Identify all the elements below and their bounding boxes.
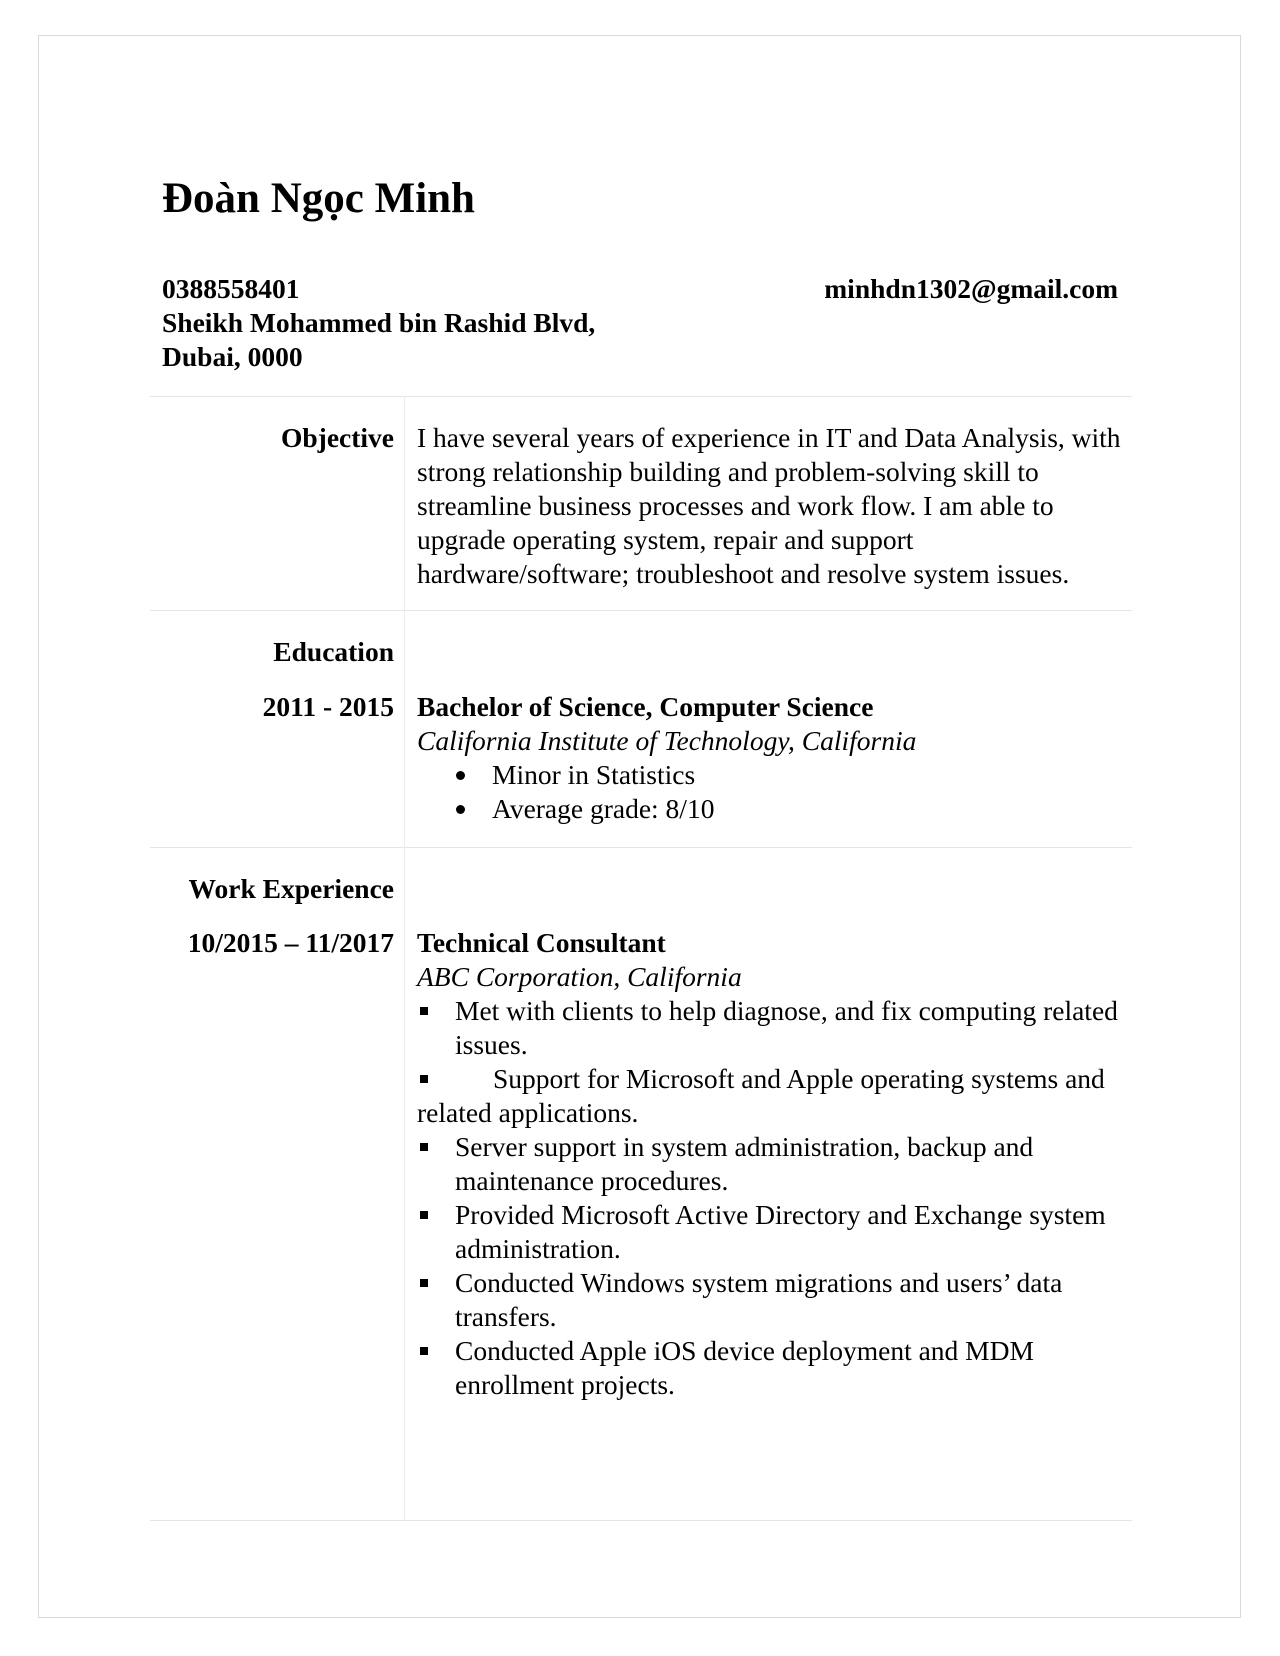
- resume-name: Đoàn Ngọc Minh: [162, 175, 475, 222]
- divider: [150, 610, 1132, 611]
- list-item: Average grade: 8/10: [417, 792, 1122, 826]
- list-item: Provided Microsoft Active Directory and Exchange system administration.: [417, 1198, 1122, 1266]
- list-item: Minor in Statistics: [417, 758, 1122, 792]
- list-item: Support for Microsoft and Apple operating systems and related applications.: [417, 1062, 1122, 1130]
- company-name: ABC Corporation, California: [417, 961, 742, 992]
- work-dates: 10/2015 – 11/2017: [187, 927, 394, 958]
- work-experience-heading: Work Experience: [188, 873, 394, 904]
- objective-text: I have several years of experience in IT and Data Analysis, with strong relationship building and problem-solving skill to streamline business processes and work flow. I am able to upgrade operating system, repair and support hardware/software; troubleshoot and resolve system issues.: [417, 422, 1121, 589]
- list-item: Conducted Apple iOS device deployment and MDM enrollment projects.: [417, 1334, 1122, 1402]
- objective-heading: Objective: [280, 422, 394, 453]
- school-name: California Institute of Technology, California: [417, 725, 917, 756]
- list-item: Conducted Windows system migrations and users’ data transfers.: [417, 1266, 1122, 1334]
- contact-block: [162, 272, 595, 374]
- email-address: minhdn1302@gmail.com: [824, 273, 1118, 304]
- objective-section: [417, 421, 1122, 591]
- education-bullets: [417, 758, 1122, 826]
- list-item: Met with clients to help diagnose, and fix computing related issues.: [417, 994, 1122, 1062]
- divider: [150, 396, 1132, 397]
- divider: [150, 1520, 1132, 1521]
- address-line-2: Dubai, 0000: [162, 341, 303, 372]
- work-bullets: [417, 994, 1122, 1402]
- phone-number: 0388558401: [162, 273, 300, 304]
- work-section: [417, 926, 1122, 1402]
- degree-title: Bachelor of Science, Computer Science: [417, 691, 874, 722]
- education-section: [417, 690, 1122, 826]
- education-dates: 2011 - 2015: [262, 691, 394, 722]
- divider: [150, 847, 1132, 848]
- education-heading: Education: [273, 636, 394, 667]
- address-line-1: Sheikh Mohammed bin Rashid Blvd,: [162, 307, 596, 338]
- column-divider: [404, 396, 405, 1520]
- job-title: Technical Consultant: [417, 927, 666, 958]
- list-item: Server support in system administration, backup and maintenance procedures.: [417, 1130, 1122, 1198]
